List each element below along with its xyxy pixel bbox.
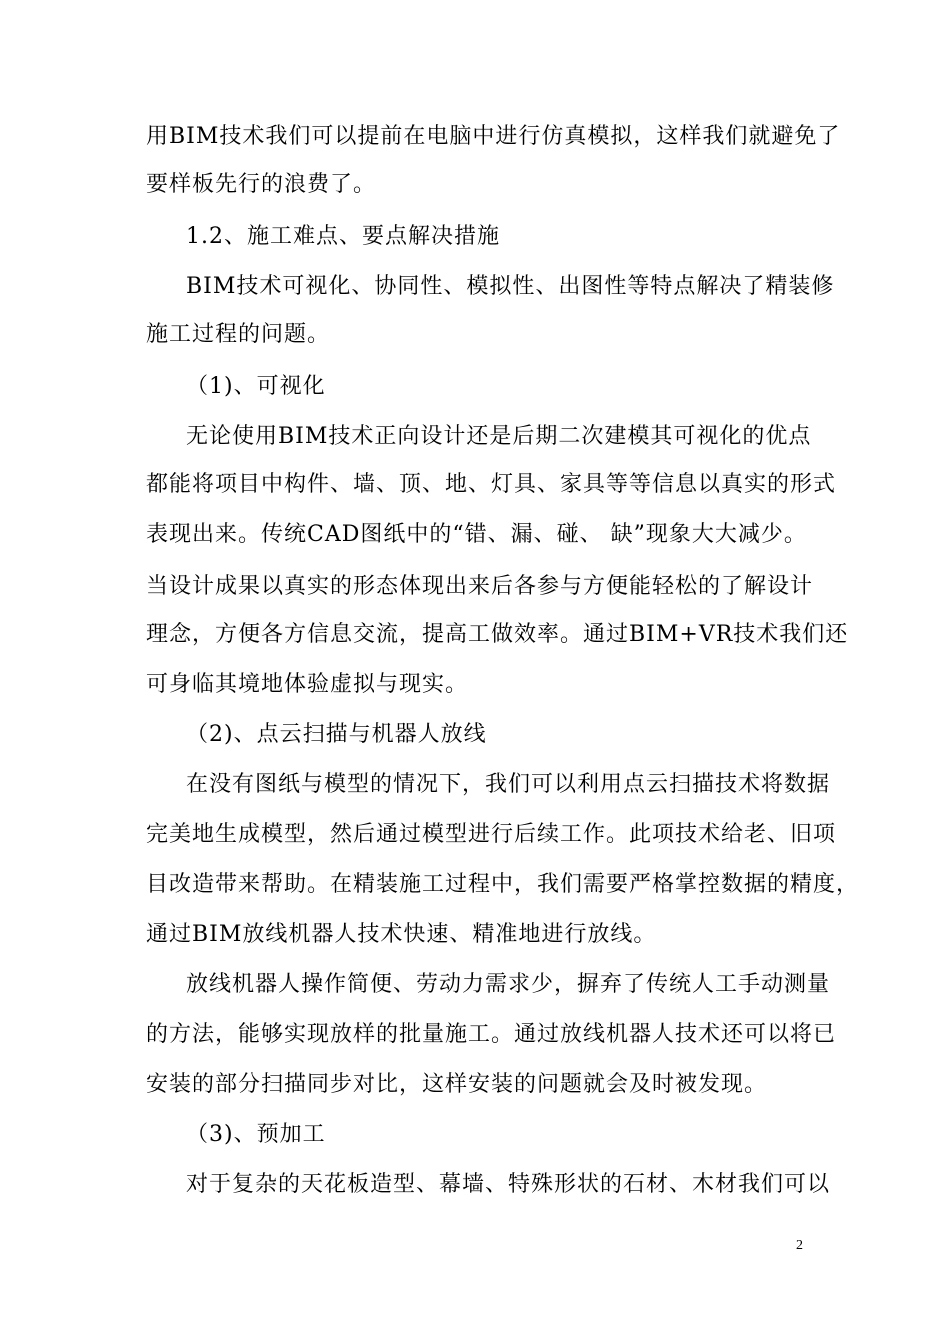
- subsection-heading: （1)、可视化: [186, 374, 326, 399]
- text-line: 当设计成果以真实的形态体现出来后各参与方便能轻松的了解设计: [146, 574, 814, 599]
- subsection-heading: （2)、点云扫描与机器人放线: [186, 722, 487, 747]
- text-line: 都能将项目中构件、墙、顶、地、灯具、家具等等信息以真实的形式: [146, 472, 837, 497]
- text-line: 目改造带来帮助。在精装施工过程中，我们需要严格掌控数据的精度，: [146, 872, 860, 897]
- text-line: 完美地生成模型，然后通过模型进行后续工作。此项技术给老、旧项: [146, 822, 837, 847]
- text-line: 的方法，能够实现放样的批量施工。通过放线机器人技术还可以将已: [146, 1022, 837, 1047]
- page-number: 2: [796, 1238, 803, 1253]
- text-line: 在没有图纸与模型的情况下，我们可以利用点云扫描技术将数据: [186, 772, 831, 797]
- text-line: 通过BIM放线机器人技术快速、精准地进行放线。: [146, 922, 657, 947]
- text-line: BIM技术可视化、协同性、模拟性、出图性等特点解决了精装修: [186, 274, 835, 299]
- text-line: 可身临其境地体验虚拟与现实。: [146, 672, 469, 697]
- subsection-heading: （3)、预加工: [186, 1122, 326, 1147]
- text-line: 表现出来。传统CAD图纸中的“错、漏、碰、 缺”现象大大减少。: [146, 522, 807, 547]
- section-heading: 1.2、施工难点、要点解决措施: [186, 224, 500, 249]
- text-line: 对于复杂的天花板造型、幕墙、特殊形状的石材、木材我们可以: [186, 1172, 831, 1197]
- text-line: 要样板先行的浪费了。: [146, 172, 377, 197]
- text-line: 用BIM技术我们可以提前在电脑中进行仿真模拟，这样我们就避免了: [146, 124, 841, 149]
- text-line: 无论使用BIM技术正向设计还是后期二次建模其可视化的优点: [186, 424, 812, 449]
- text-line: 安装的部分扫描同步对比，这样安装的问题就会及时被发现。: [146, 1072, 768, 1097]
- text-line: 理念，方便各方信息交流，提高工做效率。通过BIM+VR技术我们还: [146, 622, 849, 647]
- text-line: 施工过程的问题。: [146, 322, 331, 347]
- text-line: 放线机器人操作简便、劳动力需求少，摒弃了传统人工手动测量: [186, 972, 831, 997]
